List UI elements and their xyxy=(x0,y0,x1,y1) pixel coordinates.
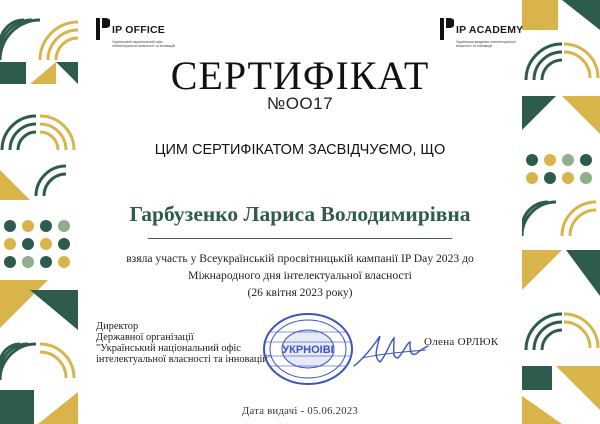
ip-office-logo-subtitle: Український національний офіс інтелектуальної власності та інновацій xyxy=(112,40,175,48)
ip-office-logo-title: IP OFFICE xyxy=(112,24,165,36)
signer-name: Олена ОРЛЮК xyxy=(424,336,499,348)
handwritten-signature xyxy=(350,328,432,372)
name-underline xyxy=(148,238,452,239)
director-line: Директор xyxy=(96,321,139,332)
certificate-number: №OO17 xyxy=(266,94,334,113)
recipient-name: Гарбузенко Лариса Володимирівна xyxy=(129,202,471,226)
director-line: інтелектуальної власності та інновацій" xyxy=(96,354,273,365)
official-seal xyxy=(262,312,354,386)
director-line: Державної організації xyxy=(96,332,194,343)
description-line: взяла участь у Всеукраїнській просвітницькій кампанії IP Day 2023 до xyxy=(126,252,474,265)
attestation-text: ЦИМ СЕРТИФІКАТОМ ЗАСВІДЧУЄМО, ЩО xyxy=(154,142,446,158)
description-line: Міжнародного дня інтелектуальної власності xyxy=(188,269,412,282)
description-line: (26 квітня 2023 року) xyxy=(247,286,353,299)
issue-date: Дата видачі - 05.06.2023 xyxy=(241,406,359,417)
participation-description xyxy=(120,250,480,301)
ip-academy-logo-subtitle: Українська академія інтелектуальної власності та інновацій xyxy=(456,40,516,48)
director-line: "Український національний офіс xyxy=(96,343,241,354)
ip-academy-logo-icon xyxy=(440,18,454,40)
ip-office-logo-icon xyxy=(96,18,110,40)
ip-academy-logo-title: IP ACADEMY xyxy=(456,24,524,36)
seal-text: УКРНОІВІ xyxy=(282,344,334,356)
certificate-title: СЕРТИФІКАТ xyxy=(170,53,430,98)
